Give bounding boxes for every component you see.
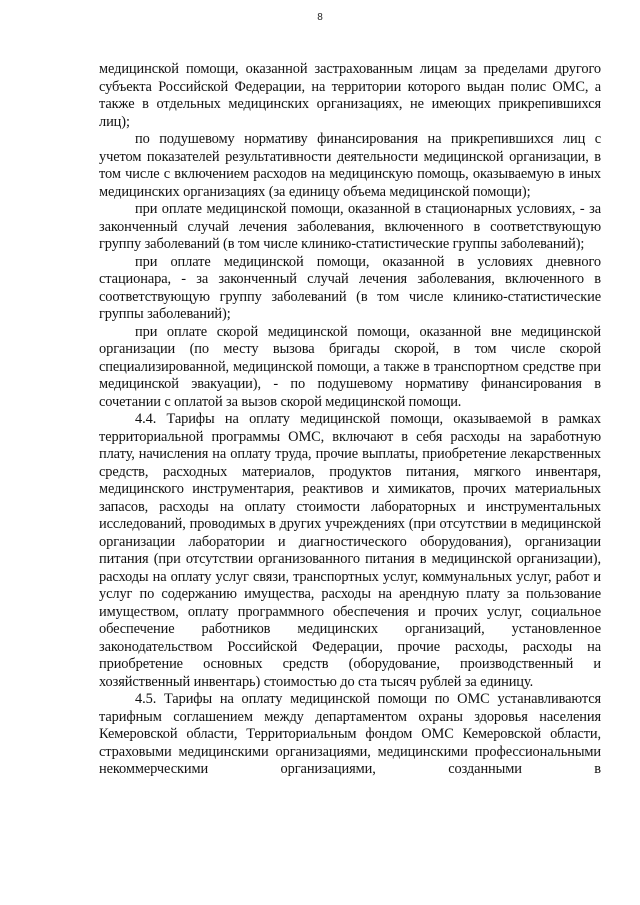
paragraph-inpatient-payment: при оплате медицинской помощи, оказанной в стационарных условиях, - за законченный случай лечения заболевания, включенного в соответствующую группу заболеваний (в том числе клинико-статистические группы заболеваний); bbox=[99, 201, 601, 252]
paragraph-section-4-5: 4.5. Тарифы на оплату медицинской помощи по ОМС устанавливаются тарифным соглашением между департаментом охраны здоровья населения Кемеровской области, Территориальным фондом ОМС Кемеровской области, страховыми медицинскими организациями, медицинскими профессиональными некоммерческими организациями, созданными в bbox=[99, 691, 601, 777]
paragraph-continuation: медицинской помощи, оказанной застрахованным лицам за пределами другого субъекта Российской Федерации, на территории которого выдан полис ОМС, а также в отдельных медицинских организациях, не имеющих прикрепившихся лиц); bbox=[99, 61, 601, 130]
document-body bbox=[99, 61, 601, 779]
paragraph-emergency-payment: при оплате скорой медицинской помощи, оказанной вне медицинской организации (по месту вызова бригады скорой, в том числе скорой специализированной, медицинской помощи, а также в транспортном средстве при медицинской эвакуации), - по подушевому нормативу финансирования в сочетании с оплатой за вызов скорой медицинской помощи. bbox=[99, 323, 601, 410]
paragraph-section-4-4: 4.4. Тарифы на оплату медицинской помощи, оказываемой в рамках территориальной программы ОМС, включают в себя расходы на заработную плату, начисления на оплату труда, прочие выплаты, приобретение лекарственных средств, расходных материалов, продуктов питания, мягкого инвентаря, медицинского инструментария, реактивов и химикатов, прочих материальных запасов, расходы на оплату стоимости лабораторных и инструментальных исследований, проводимых в других учреждениях (при отсутствии в медицинской организации лаборатории и диагностического оборудования), организации питания (при отсутствии организованного питания в медицинской организации), расходы на оплату услуг связи, транспортных услуг, коммунальных услуг, работ и услуг по содержанию имущества, расходы на арендную плату за пользование имуществом, оплату программного обеспечения и прочих услуг, социальное обеспечение работников медицинских организаций, установленное законодательством Российской Федерации, прочие расходы, расходы на приобретение основных средств (оборудование, производственный и хозяйственный инвентарь) стоимостью до ста тысяч рублей за единицу. bbox=[99, 411, 601, 690]
paragraph-per-capita-norm: по подушевому нормативу финансирования на прикрепившихся лиц с учетом показателей результативности деятельности медицинской организации, в том числе с включением расходов на медицинскую помощь, оказываемую в иных медицинских организациях (за единицу объема медицинской помощи); bbox=[99, 131, 601, 200]
paragraph-day-hospital-payment: при оплате медицинской помощи, оказанной в условиях дневного стационара, - за законченный случай лечения заболевания, включенного в соответствующую группу заболеваний (в том числе клинико-статистические группы заболеваний); bbox=[99, 253, 601, 322]
page-number: 8 bbox=[317, 12, 323, 23]
